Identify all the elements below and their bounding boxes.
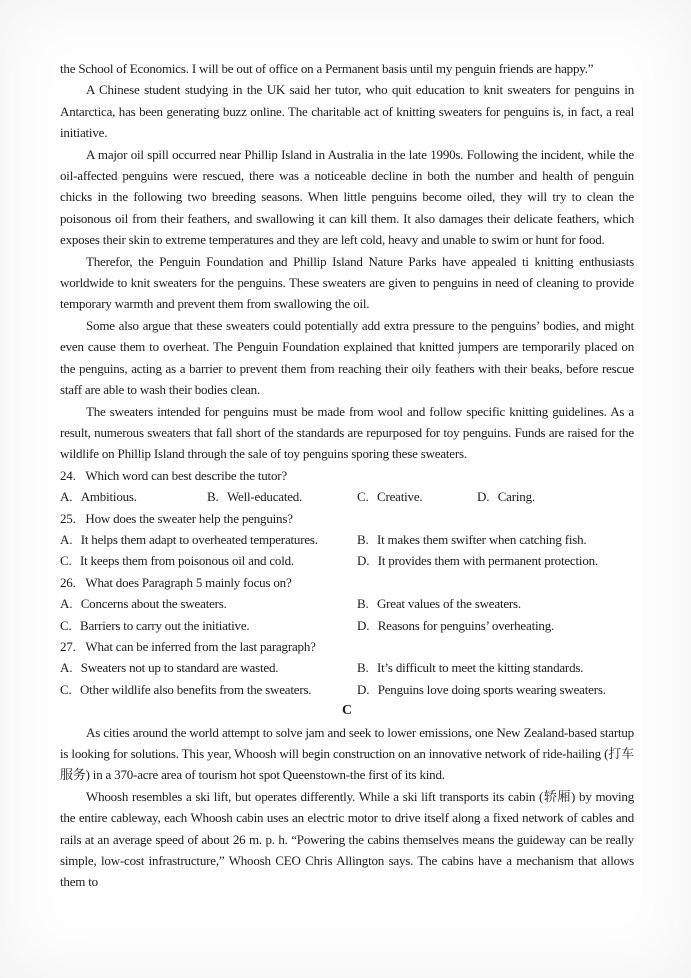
option-24-c	[357, 486, 477, 507]
question-27-text	[60, 636, 634, 657]
question-24	[60, 465, 634, 508]
option-24-d-label: D.	[477, 489, 490, 505]
option-24-b-text: Well-educated.	[226, 489, 303, 505]
question-27-stem: What can be inferred from the last paragraph?	[85, 638, 316, 654]
option-25-b-label: B.	[357, 531, 369, 547]
question-26-options-row-2	[60, 615, 634, 636]
passage-b-paragraph-1: A Chinese student studying in the UK said her tutor, who quit education to knit sweaters for penguins in Antarctica, has been generating buzz online. The charitable act of knitting sweaters for penguins is, in fact, a real initiative.	[60, 82, 634, 141]
question-25-text	[60, 508, 634, 529]
option-26-c-text: Barriers to carry out the initiative.	[79, 617, 250, 633]
option-26-a-text: Concerns about the sweaters.	[80, 596, 227, 612]
option-26-b	[357, 593, 634, 614]
option-27-d-label: D.	[357, 681, 370, 697]
option-26-a	[60, 593, 357, 614]
option-24-c-label: C.	[357, 489, 369, 505]
option-26-a-label: A.	[60, 596, 73, 612]
question-24-number: 24.	[60, 467, 76, 483]
question-26-text	[60, 572, 634, 593]
option-27-d-text: Penguins love doing sports wearing sweaters.	[377, 681, 606, 697]
option-25-d	[357, 550, 634, 571]
option-27-b-text: It’s difficult to meet the kitting standards.	[376, 660, 584, 676]
option-25-c-text: It keeps them from poisonous oil and cold.	[79, 553, 294, 569]
question-24-text	[60, 465, 634, 486]
option-24-b-label: B.	[207, 489, 219, 505]
passage-c-paragraph-1: As cities around the world attempt to solve jam and seek to lower emissions, one New Zealand-based startup is looking for solutions. This year, Whoosh will begin construction on an innovative network of ride-hailing (打车服务) in a 370-acre area of tourism hot spot Queenstown-the first of its kind.	[60, 724, 634, 783]
option-24-a	[60, 486, 207, 507]
option-24-d-text: Caring.	[497, 489, 535, 505]
option-27-a	[60, 657, 357, 678]
passage-c-paragraph-2: Whoosh resembles a ski lift, but operates differently. While a ski lift transports its cabin (轿厢) by moving the entire cableway, each Whoosh cabin uses an electric motor to drive itself along a fixed network of cables and rails at an average speed of about 26 m. p. h. “Powering the cabins themselves means the guideway can be really simple, low-cost infrastructure,” Whoosh CEO Chris Allington says. The cabins have a mechanism that allows them to	[60, 788, 634, 890]
option-24-a-label: A.	[60, 489, 73, 505]
passage-b-paragraph-5: The sweaters intended for penguins must be made from wool and follow specific knitting guidelines. As a result, numerous sweaters that fall short of the standards are repurposed for toy penguins. Funds are raised for the wildlife on Phillip Island through the sale of toy penguins sporing these sweaters.	[60, 403, 634, 462]
option-27-b	[357, 657, 634, 678]
option-25-c-label: C.	[60, 553, 72, 569]
question-24-stem: Which word can best describe the tutor?	[85, 467, 287, 483]
option-27-c	[60, 679, 357, 700]
option-27-d	[357, 679, 634, 700]
question-25-options-row-2	[60, 550, 634, 571]
option-25-b	[357, 529, 634, 550]
option-26-d-label: D.	[357, 617, 370, 633]
option-27-a-text: Sweaters not up to standard are wasted.	[80, 660, 279, 676]
option-25-b-text: It makes them swifter when catching fish.	[376, 531, 587, 547]
question-26-options-row-1	[60, 593, 634, 614]
question-27-number: 27.	[60, 638, 76, 654]
question-27-options-row-1	[60, 657, 634, 678]
passage-b-paragraph-4: Some also argue that these sweaters could potentially add extra pressure to the penguins’ bodies, and might even cause them to overheat. The Penguin Foundation explained that knitted jumpers are temporarily placed on the penguins, acting as a barrier to prevent them from reaching their oily feathers with their beaks, before rescue staff are able to wash their bodies clean.	[60, 317, 634, 398]
question-27-options-row-2	[60, 679, 634, 700]
question-24-options	[60, 486, 634, 507]
option-26-b-label: B.	[357, 596, 369, 612]
question-25-options-row-1	[60, 529, 634, 550]
question-27	[60, 636, 634, 700]
passage-b-paragraph-3: Therefor, the Penguin Foundation and Phillip Island Nature Parks have appealed ti knitting enthusiasts worldwide to knit sweaters for the penguins. These sweaters are given to penguins in need of cleaning to provide temporary warmth and prevent them from swallowing the oil.	[60, 253, 634, 312]
option-26-d	[357, 615, 634, 636]
option-24-a-text: Ambitious.	[80, 489, 137, 505]
option-25-a-text: It helps them adapt to overheated temperatures.	[80, 531, 318, 547]
option-27-a-label: A.	[60, 660, 73, 676]
option-27-b-label: B.	[357, 660, 369, 676]
question-25-number: 25.	[60, 510, 76, 526]
option-27-c-label: C.	[60, 681, 72, 697]
option-25-a	[60, 529, 357, 550]
option-25-c	[60, 550, 357, 571]
option-24-b	[207, 486, 357, 507]
option-25-d-label: D.	[357, 553, 370, 569]
question-25	[60, 508, 634, 572]
option-26-d-text: Reasons for penguins’ overheating.	[377, 617, 555, 633]
option-26-c	[60, 615, 357, 636]
option-26-c-label: C.	[60, 617, 72, 633]
question-26-stem: What does Paragraph 5 mainly focus on?	[85, 574, 292, 590]
section-c-heading: C	[341, 703, 353, 719]
option-25-d-text: It provides them with permanent protection.	[377, 553, 598, 569]
question-25-stem: How does the sweater help the penguins?	[85, 510, 293, 526]
question-26-number: 26.	[60, 574, 76, 590]
option-27-c-text: Other wildlife also benefits from the sweaters.	[79, 681, 312, 697]
option-25-a-label: A.	[60, 531, 73, 547]
option-24-d	[477, 486, 634, 507]
passage-b-paragraph-2: A major oil spill occurred near Phillip Island in Australia in the late 1990s. Following the incident, while the oil-affected penguins were rescued, there was a noticeable decline in both the number and health of penguin chicks in the following two breeding seasons. When little penguins become oiled, they will try to clean the poisonous oil from their feathers, and swallowing it can kill them. It also damages their delicate feathers, which exposes their skin to extreme temperatures and they are left cold, heavy and unable to swim or hunt for food.	[60, 146, 634, 248]
option-26-b-text: Great values of the sweaters.	[376, 596, 521, 612]
continuation-paragraph: the School of Economics. I will be out of office on a Permanent basis until my penguin friends are happy.”	[60, 61, 594, 76]
option-24-c-text: Creative.	[376, 489, 423, 505]
question-26	[60, 572, 634, 636]
